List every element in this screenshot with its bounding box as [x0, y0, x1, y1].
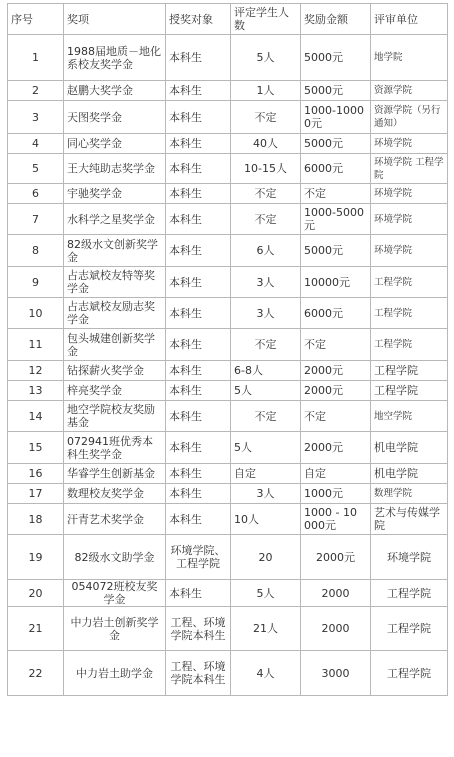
cell-count: 3人	[231, 298, 301, 329]
table-row	[8, 432, 448, 464]
cell-award-name: 82级水文助学金	[64, 535, 166, 580]
cell-audience: 本科生	[166, 361, 231, 381]
cell-no: 16	[8, 464, 64, 484]
cell-audience: 本科生	[166, 381, 231, 401]
cell-award-name: 1988届地质－地化系校友奖学金	[64, 35, 166, 81]
cell-no: 10	[8, 298, 64, 329]
cell-no: 3	[8, 101, 64, 134]
cell-no: 7	[8, 204, 64, 235]
cell-unit: 工程学院	[371, 381, 448, 401]
table-row	[8, 484, 448, 504]
cell-amount: 6000元	[301, 298, 371, 329]
cell-amount: 5000元	[301, 35, 371, 81]
header-no: 序号	[8, 4, 64, 35]
cell-no: 19	[8, 535, 64, 580]
cell-count: 3人	[231, 267, 301, 298]
cell-award-name: 82级水文创新奖学金	[64, 235, 166, 267]
cell-unit: 地学院	[371, 35, 448, 81]
cell-audience: 本科生	[166, 432, 231, 464]
cell-no: 15	[8, 432, 64, 464]
cell-unit: 工程学院	[371, 607, 448, 651]
cell-amount: 不定	[301, 401, 371, 432]
cell-count: 6人	[231, 235, 301, 267]
cell-audience: 本科生	[166, 235, 231, 267]
cell-amount: 2000元	[301, 535, 371, 580]
cell-count: 5人	[231, 381, 301, 401]
table-row	[8, 101, 448, 134]
cell-unit: 数理学院	[371, 484, 448, 504]
cell-amount: 2000元	[301, 361, 371, 381]
table-row	[8, 401, 448, 432]
cell-unit: 机电学院	[371, 432, 448, 464]
table-row	[8, 35, 448, 81]
cell-award-name: 梓亮奖学金	[64, 381, 166, 401]
cell-unit: 工程学院	[371, 267, 448, 298]
cell-count: 不定	[231, 329, 301, 361]
cell-amount: 2000元	[301, 381, 371, 401]
cell-no: 12	[8, 361, 64, 381]
cell-award-name: 054072班校友奖学金	[64, 580, 166, 607]
cell-audience: 本科生	[166, 464, 231, 484]
cell-award-name: 天图奖学金	[64, 101, 166, 134]
cell-amount: 不定	[301, 184, 371, 204]
table-row	[8, 464, 448, 484]
cell-audience: 本科生	[166, 134, 231, 154]
cell-amount: 1000 - 10 000元	[301, 504, 371, 535]
table-row	[8, 504, 448, 535]
cell-audience: 工程、环境学院本科生	[166, 651, 231, 696]
cell-count: 4人	[231, 651, 301, 696]
cell-award-name: 宇驰奖学金	[64, 184, 166, 204]
cell-audience: 本科生	[166, 81, 231, 101]
cell-unit: 地空学院	[371, 401, 448, 432]
cell-audience: 本科生	[166, 267, 231, 298]
cell-count: 5人	[231, 432, 301, 464]
cell-audience: 本科生	[166, 35, 231, 81]
cell-count: 10-15人	[231, 154, 301, 184]
cell-count: 20	[231, 535, 301, 580]
cell-unit: 环境学院	[371, 134, 448, 154]
cell-audience: 本科生	[166, 504, 231, 535]
scholarship-table	[7, 3, 448, 696]
cell-unit: 工程学院	[371, 580, 448, 607]
header-audience: 授奖对象	[166, 4, 231, 35]
cell-unit: 环境学院	[371, 184, 448, 204]
table-row	[8, 154, 448, 184]
table-row	[8, 361, 448, 381]
cell-award-name: 中力岩土创新奖学金	[64, 607, 166, 651]
header-unit: 评审单位	[371, 4, 448, 35]
cell-count: 自定	[231, 464, 301, 484]
table-header-row	[8, 4, 448, 35]
cell-amount: 6000元	[301, 154, 371, 184]
cell-amount: 10000元	[301, 267, 371, 298]
cell-unit: 资源学院	[371, 81, 448, 101]
cell-unit: 艺术与传媒学院	[371, 504, 448, 535]
cell-award-name: 华睿学生创新基金	[64, 464, 166, 484]
cell-award-name: 地空学院校友奖励基金	[64, 401, 166, 432]
cell-no: 9	[8, 267, 64, 298]
cell-count: 1人	[231, 81, 301, 101]
cell-count: 10人	[231, 504, 301, 535]
table-row	[8, 580, 448, 607]
cell-count: 5人	[231, 580, 301, 607]
cell-no: 14	[8, 401, 64, 432]
cell-unit: 工程学院	[371, 361, 448, 381]
cell-unit: 环境学院	[371, 535, 448, 580]
cell-audience: 本科生	[166, 401, 231, 432]
cell-count: 3人	[231, 484, 301, 504]
cell-amount: 1000元	[301, 484, 371, 504]
cell-audience: 本科生	[166, 101, 231, 134]
cell-audience: 本科生	[166, 580, 231, 607]
cell-count: 不定	[231, 401, 301, 432]
cell-no: 6	[8, 184, 64, 204]
table-row	[8, 81, 448, 101]
cell-no: 20	[8, 580, 64, 607]
cell-award-name: 汗青艺术奖学金	[64, 504, 166, 535]
cell-audience: 本科生	[166, 184, 231, 204]
cell-amount: 自定	[301, 464, 371, 484]
table-row	[8, 235, 448, 267]
cell-no: 21	[8, 607, 64, 651]
cell-count: 6-8人	[231, 361, 301, 381]
cell-unit: 资源学院（另行通知）	[371, 101, 448, 134]
cell-unit: 环境学院	[371, 235, 448, 267]
cell-award-name: 072941班优秀本科生奖学金	[64, 432, 166, 464]
table-row	[8, 535, 448, 580]
header-award: 奖项	[64, 4, 166, 35]
cell-amount: 5000元	[301, 235, 371, 267]
cell-award-name: 占志斌校友特等奖学金	[64, 267, 166, 298]
cell-audience: 本科生	[166, 298, 231, 329]
table-row	[8, 204, 448, 235]
cell-amount: 5000元	[301, 81, 371, 101]
cell-award-name: 赵鹏大奖学金	[64, 81, 166, 101]
cell-award-name: 同心奖学金	[64, 134, 166, 154]
cell-unit: 环境学院	[371, 204, 448, 235]
cell-count: 5人	[231, 35, 301, 81]
cell-no: 18	[8, 504, 64, 535]
cell-audience: 本科生	[166, 204, 231, 235]
cell-amount: 2000	[301, 580, 371, 607]
header-amount: 奖励金额	[301, 4, 371, 35]
table-body	[8, 35, 448, 696]
cell-no: 11	[8, 329, 64, 361]
cell-award-name: 水科学之星奖学金	[64, 204, 166, 235]
table-row	[8, 267, 448, 298]
cell-count: 不定	[231, 184, 301, 204]
cell-amount: 不定	[301, 329, 371, 361]
cell-no: 2	[8, 81, 64, 101]
cell-unit: 工程学院	[371, 329, 448, 361]
cell-award-name: 数理校友奖学金	[64, 484, 166, 504]
table-row	[8, 298, 448, 329]
cell-no: 22	[8, 651, 64, 696]
cell-unit: 环境学院 工程学院	[371, 154, 448, 184]
cell-award-name: 占志斌校友励志奖学金	[64, 298, 166, 329]
cell-unit: 机电学院	[371, 464, 448, 484]
cell-no: 8	[8, 235, 64, 267]
cell-amount: 3000	[301, 651, 371, 696]
cell-award-name: 包头城建创新奖学金	[64, 329, 166, 361]
cell-count: 40人	[231, 134, 301, 154]
table-row	[8, 184, 448, 204]
cell-amount: 2000	[301, 607, 371, 651]
cell-unit: 工程学院	[371, 651, 448, 696]
cell-count: 不定	[231, 204, 301, 235]
table-row	[8, 651, 448, 696]
cell-amount: 2000元	[301, 432, 371, 464]
cell-unit: 工程学院	[371, 298, 448, 329]
cell-audience: 本科生	[166, 484, 231, 504]
cell-award-name: 钻探薪火奖学金	[64, 361, 166, 381]
cell-audience: 环境学院、工程学院	[166, 535, 231, 580]
cell-no: 5	[8, 154, 64, 184]
cell-count: 21人	[231, 607, 301, 651]
cell-count: 不定	[231, 101, 301, 134]
cell-no: 1	[8, 35, 64, 81]
cell-amount: 5000元	[301, 134, 371, 154]
header-count: 评定学生人数	[231, 4, 301, 35]
cell-amount: 1000-10000元	[301, 101, 371, 134]
cell-audience: 本科生	[166, 329, 231, 361]
cell-no: 4	[8, 134, 64, 154]
cell-amount: 1000-5000元	[301, 204, 371, 235]
table-row	[8, 381, 448, 401]
table-row	[8, 329, 448, 361]
cell-award-name: 中力岩土助学金	[64, 651, 166, 696]
cell-audience: 工程、环境学院本科生	[166, 607, 231, 651]
table-row	[8, 607, 448, 651]
table-row	[8, 134, 448, 154]
cell-no: 13	[8, 381, 64, 401]
cell-audience: 本科生	[166, 154, 231, 184]
cell-award-name: 王大纯助志奖学金	[64, 154, 166, 184]
cell-no: 17	[8, 484, 64, 504]
